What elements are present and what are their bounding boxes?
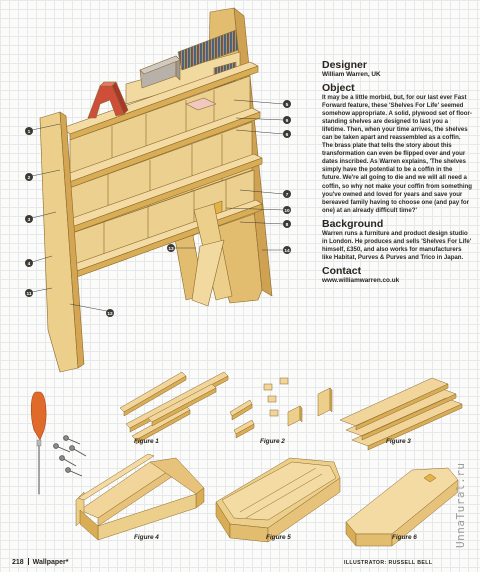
figure-2-caption: Figure 2 (260, 438, 285, 445)
screwdriver-icon (31, 392, 46, 494)
callout-6 (283, 130, 291, 138)
callout-1 (25, 127, 33, 135)
figure-5-caption: Figure 5 (266, 534, 291, 541)
svg-text:12: 12 (107, 311, 113, 317)
svg-text:11: 11 (26, 291, 32, 297)
screws-icon (54, 436, 86, 476)
svg-text:6: 6 (285, 132, 289, 138)
contact-heading: Contact (322, 264, 362, 277)
object-paragraph: It may be a little morbid, but, for our last ever Fast Forward feature, these 'Shelves For Life' seemed somehow appropriate. A solid, plywood set of floor-standing shelves are designed to last you a lifetime. Then, when your time arrives, the shelves can be taken apart and reassembled as a coffin. The brass plate that tells the story about this transformation can even be flipped over and your dates inscribed. As Warren explains, 'The shelves simply have the potential to be a coffin in the future. We're all going to die and we will all need a coffin, so why not make your coffin from something you've owned and loved for years and save your bereaved family having to choose one (and pay for one) at an already difficult time?' (322, 94, 472, 214)
callout-10 (283, 206, 291, 214)
folio-divider (28, 558, 29, 565)
svg-text:14: 14 (284, 248, 290, 254)
figure-1-caption: Figure 1 (134, 438, 159, 445)
background-heading: Background (322, 217, 384, 230)
watermark-text: UnnaTural.ru (454, 462, 467, 548)
callout-12 (106, 309, 114, 317)
callout-11 (25, 289, 33, 297)
svg-text:8: 8 (285, 222, 289, 228)
callout-7 (283, 190, 291, 198)
figure-3-caption: Figure 3 (386, 438, 411, 445)
object-heading: Object (322, 82, 355, 94)
svg-text:5: 5 (285, 102, 289, 108)
figure-4-coffin-frame (76, 454, 204, 540)
figure-1-planks (120, 372, 228, 444)
figure-6-caption: Figure 6 (392, 534, 417, 541)
contact-link[interactable]: www.williamwarren.co.uk (322, 276, 400, 284)
figure-2-blocks (230, 378, 332, 438)
svg-text:7: 7 (285, 192, 289, 198)
illustrator-credit: ILLUSTRATOR: RUSSELL BELL (344, 560, 433, 566)
callout-9 (283, 116, 291, 124)
designer-name: William Warren, UK (322, 71, 381, 78)
figure-4-caption: Figure 4 (134, 534, 159, 541)
magazine-name: Wallpaper* (32, 559, 69, 566)
shelf-unit (40, 8, 272, 372)
svg-text:1: 1 (27, 129, 31, 135)
callout-5 (283, 100, 291, 108)
page-number: 218 (12, 559, 24, 566)
svg-text:2: 2 (27, 175, 31, 181)
background-paragraph: Warren runs a furniture and product design studio in London. He produces and sells 'Shelves For Life' himself, £350, and also works for manufacturers like Habitat, Purves & Purves and Trico in Japan. (322, 229, 472, 261)
article-text-column (322, 56, 472, 285)
svg-text:4: 4 (27, 261, 31, 267)
callout-14 (283, 246, 291, 254)
figure-5-coffin-box (216, 458, 340, 542)
svg-text:9: 9 (285, 118, 289, 124)
svg-text:10: 10 (284, 208, 290, 214)
svg-text:3: 3 (27, 217, 31, 223)
designer-heading: Designer (322, 59, 367, 71)
callout-2 (25, 173, 33, 181)
callout-13 (167, 244, 175, 252)
callout-3 (25, 215, 33, 223)
callout-4 (25, 259, 33, 267)
svg-text:13: 13 (168, 246, 174, 252)
page-folio (12, 558, 69, 566)
callout-8 (283, 220, 291, 228)
